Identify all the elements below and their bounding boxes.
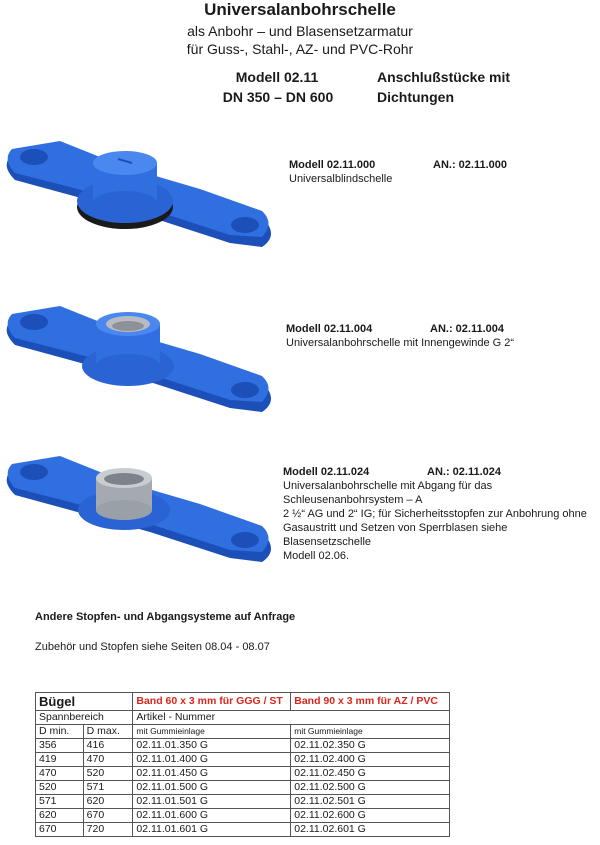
other-systems-note: Andere Stopfen- und Abgangsysteme auf Anfrage xyxy=(35,611,296,623)
dmax-cell: 470 xyxy=(83,753,133,767)
product-an: AN.: 02.11.024 xyxy=(427,466,501,478)
product-line: Universalblindschelle xyxy=(289,173,393,185)
product-an: AN.: 02.11.004 xyxy=(430,323,504,335)
rubber-insert-label-1: mit Gummieinlage xyxy=(133,725,291,739)
article-90-cell: 02.11.02.601 G xyxy=(291,823,450,837)
table-row xyxy=(36,781,450,795)
dmin-cell: 670 xyxy=(36,823,84,837)
product-line: Gasaustritt und Setzen von Sperrblasen siehe Blasensetzschelle xyxy=(283,522,508,548)
article-90-cell: 02.11.02.450 G xyxy=(291,767,450,781)
table-row xyxy=(36,739,450,753)
table-header-row xyxy=(36,693,450,711)
table-row xyxy=(36,753,450,767)
product-image-thread-clamp xyxy=(0,290,280,420)
dmin-cell: 520 xyxy=(36,781,84,795)
product-model: Modell 02.11.000 xyxy=(289,159,376,171)
product-model: Modell 02.11.024 xyxy=(283,466,370,478)
subtitle-line-1: als Anbohr – und Blasensetzarmatur xyxy=(187,23,413,39)
fittings-label-1: Anschlußstücke mit xyxy=(377,69,511,85)
dmax-cell: 416 xyxy=(83,739,133,753)
article-90-cell: 02.11.02.400 G xyxy=(291,753,450,767)
band-60-header: Band 60 x 3 mm für GGG / ST xyxy=(133,693,291,711)
dmax-cell: 720 xyxy=(83,823,133,837)
clamp-band-table xyxy=(35,692,450,837)
dmin-cell: 620 xyxy=(36,809,84,823)
table-subheader-row xyxy=(36,711,450,725)
rubber-insert-label-2: mit Gummieinlage xyxy=(291,725,450,739)
dmin-cell: 571 xyxy=(36,795,84,809)
dmax-cell: 620 xyxy=(83,795,133,809)
product-description-1 xyxy=(289,158,589,186)
table-row xyxy=(36,823,450,837)
accessories-note: Zubehör und Stopfen siehe Seiten 08.04 - 08.07 xyxy=(35,641,270,653)
product-image-outlet-clamp xyxy=(0,440,280,570)
dmax-cell: 520 xyxy=(83,767,133,781)
artikel-label: Artikel - Nummer xyxy=(133,711,450,725)
dmin-cell: 470 xyxy=(36,767,84,781)
dmin-header: D min. xyxy=(36,725,84,739)
table-row xyxy=(36,795,450,809)
article-90-cell: 02.11.02.350 G xyxy=(291,739,450,753)
table-row xyxy=(36,767,450,781)
article-90-cell: 02.11.02.600 G xyxy=(291,809,450,823)
table-row xyxy=(36,809,450,823)
product-an: AN.: 02.11.000 xyxy=(433,159,507,171)
dmax-cell: 571 xyxy=(83,781,133,795)
subtitle-line-2: für Guss-, Stahl-, AZ- und PVC-Rohr xyxy=(186,41,414,57)
article-60-cell: 02.11.01.400 G xyxy=(133,753,291,767)
table-columns-row xyxy=(36,725,450,739)
product-line: Universalanbohrschelle mit Abgang für das xyxy=(283,480,493,492)
dmax-cell: 670 xyxy=(83,809,133,823)
dn-label: DN 350 – DN 600 xyxy=(222,89,334,105)
article-90-cell: 02.11.02.500 G xyxy=(291,781,450,795)
spannbereich-label: Spannbereich xyxy=(36,711,133,725)
article-60-cell: 02.11.01.500 G xyxy=(133,781,291,795)
article-60-cell: 02.11.01.350 G xyxy=(133,739,291,753)
table-title: Bügel xyxy=(36,693,133,711)
product-line: Schleusenanbohrsystem – A xyxy=(283,494,423,506)
article-60-cell: 02.11.01.501 G xyxy=(133,795,291,809)
product-description-3 xyxy=(283,465,598,563)
dmax-header: D max. xyxy=(83,725,133,739)
fittings-label-2: Dichtungen xyxy=(377,89,454,105)
article-90-cell: 02.11.02.501 G xyxy=(291,795,450,809)
product-image-blind-clamp xyxy=(0,125,280,255)
article-60-cell: 02.11.01.600 G xyxy=(133,809,291,823)
dmin-cell: 356 xyxy=(36,739,84,753)
product-line: Modell 02.06. xyxy=(283,550,350,562)
product-description-2 xyxy=(286,322,586,350)
dmin-cell: 419 xyxy=(36,753,84,767)
model-label: Modell 02.11 xyxy=(235,69,319,85)
product-line: Universalanbohrschelle mit Innengewinde G 2“ xyxy=(286,337,515,349)
article-60-cell: 02.11.01.601 G xyxy=(133,823,291,837)
product-model: Modell 02.11.004 xyxy=(286,323,373,335)
band-90-header: Band 90 x 3 mm für AZ / PVC xyxy=(291,693,450,711)
article-60-cell: 02.11.01.450 G xyxy=(133,767,291,781)
product-line: 2 ½“ AG und 2“ IG; für Sicherheitsstopfen zur Anbohrung ohne xyxy=(283,508,587,520)
page-title: Universalanbohrschelle xyxy=(204,0,396,19)
